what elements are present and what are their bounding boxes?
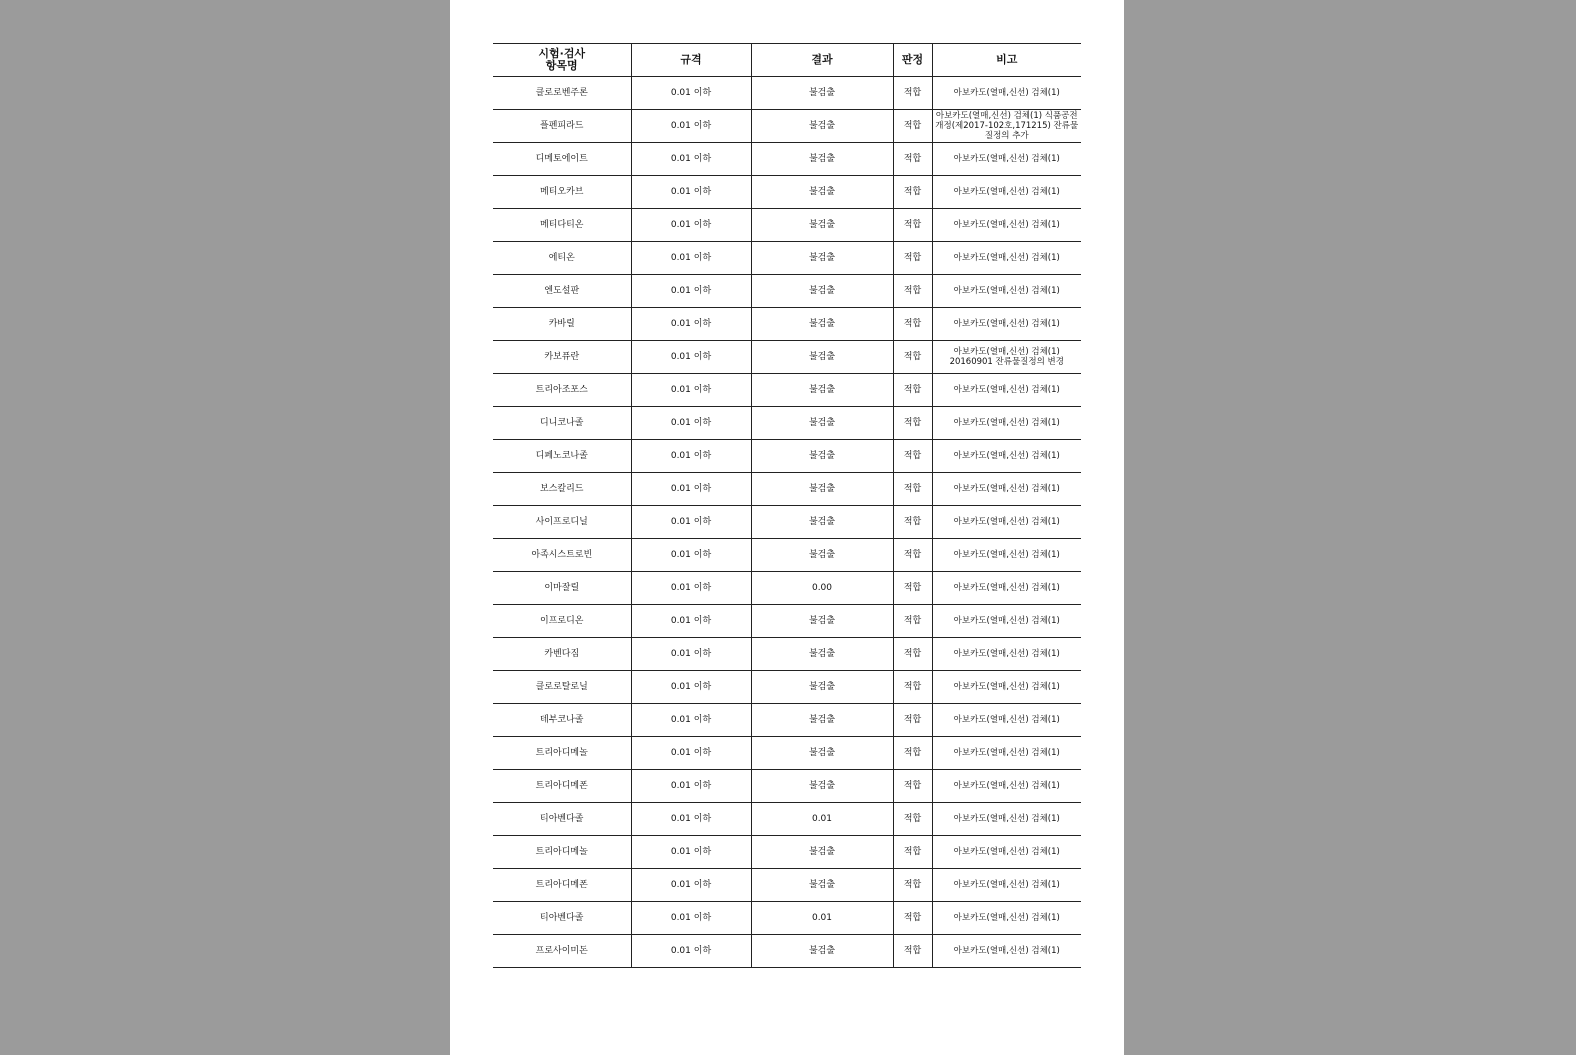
judgement-cell: 적합 bbox=[893, 704, 932, 737]
result-cell: 불검출 bbox=[751, 374, 893, 407]
table-row bbox=[493, 77, 1081, 110]
remark-cell: 아보카도(열매,신선) 검체(1) bbox=[932, 407, 1081, 440]
spec-cell: 0.01 이하 bbox=[631, 869, 751, 902]
header-remark: 비고 bbox=[932, 44, 1081, 77]
spec-cell: 0.01 이하 bbox=[631, 308, 751, 341]
spec-cell: 0.01 이하 bbox=[631, 341, 751, 374]
remark-cell: 아보카도(열매,신선) 검체(1) bbox=[932, 374, 1081, 407]
remark-cell: 아보카도(열매,신선) 검체(1) 20160901 잔류물질정의 변경 bbox=[932, 341, 1081, 374]
result-cell: 0.01 bbox=[751, 803, 893, 836]
spec-cell: 0.01 이하 bbox=[631, 77, 751, 110]
table-row bbox=[493, 803, 1081, 836]
table-row bbox=[493, 704, 1081, 737]
item-name-cell: 플펜피라드 bbox=[493, 110, 631, 143]
judgement-cell: 적합 bbox=[893, 737, 932, 770]
judgement-cell: 적합 bbox=[893, 440, 932, 473]
spec-cell: 0.01 이하 bbox=[631, 407, 751, 440]
result-cell: 불검출 bbox=[751, 935, 893, 968]
item-name-cell: 트리아디메폰 bbox=[493, 770, 631, 803]
item-name-cell: 이마잘릴 bbox=[493, 572, 631, 605]
item-name-cell: 트리아디메폰 bbox=[493, 869, 631, 902]
spec-cell: 0.01 이하 bbox=[631, 836, 751, 869]
judgement-cell: 적합 bbox=[893, 77, 932, 110]
item-name-cell: 디니코나졸 bbox=[493, 407, 631, 440]
judgement-cell: 적합 bbox=[893, 803, 932, 836]
result-cell: 불검출 bbox=[751, 770, 893, 803]
item-name-cell: 클로로탈로닐 bbox=[493, 671, 631, 704]
test-results-table bbox=[493, 43, 1081, 968]
item-name-cell: 사이프로디닐 bbox=[493, 506, 631, 539]
spec-cell: 0.01 이하 bbox=[631, 803, 751, 836]
remark-cell: 아보카도(열매,신선) 검체(1) bbox=[932, 209, 1081, 242]
item-name-cell: 에티온 bbox=[493, 242, 631, 275]
table-row bbox=[493, 506, 1081, 539]
judgement-cell: 적합 bbox=[893, 374, 932, 407]
spec-cell: 0.01 이하 bbox=[631, 242, 751, 275]
judgement-cell: 적합 bbox=[893, 110, 932, 143]
spec-cell: 0.01 이하 bbox=[631, 935, 751, 968]
judgement-cell: 적합 bbox=[893, 473, 932, 506]
remark-cell: 아보카도(열매,신선) 검체(1) 식품공전 개정(제2017-102호,171215) 잔류물질정의 추가 bbox=[932, 110, 1081, 143]
spec-cell: 0.01 이하 bbox=[631, 539, 751, 572]
judgement-cell: 적합 bbox=[893, 209, 932, 242]
result-cell: 불검출 bbox=[751, 308, 893, 341]
spec-cell: 0.01 이하 bbox=[631, 506, 751, 539]
item-name-cell: 트리아조포스 bbox=[493, 374, 631, 407]
result-cell: 0.00 bbox=[751, 572, 893, 605]
item-name-cell: 트리아디메놀 bbox=[493, 737, 631, 770]
result-cell: 불검출 bbox=[751, 143, 893, 176]
judgement-cell: 적합 bbox=[893, 935, 932, 968]
table-row bbox=[493, 275, 1081, 308]
table-row bbox=[493, 341, 1081, 374]
spec-cell: 0.01 이하 bbox=[631, 374, 751, 407]
judgement-cell: 적합 bbox=[893, 902, 932, 935]
result-cell: 불검출 bbox=[751, 407, 893, 440]
item-name-cell: 테부코나졸 bbox=[493, 704, 631, 737]
table-row bbox=[493, 407, 1081, 440]
remark-cell: 아보카도(열매,신선) 검체(1) bbox=[932, 671, 1081, 704]
table-row bbox=[493, 902, 1081, 935]
item-name-cell: 보스칼리드 bbox=[493, 473, 631, 506]
item-name-cell: 클로로벤주론 bbox=[493, 77, 631, 110]
table-row bbox=[493, 176, 1081, 209]
header-spec: 규격 bbox=[631, 44, 751, 77]
spec-cell: 0.01 이하 bbox=[631, 671, 751, 704]
remark-cell: 아보카도(열매,신선) 검체(1) bbox=[932, 77, 1081, 110]
spec-cell: 0.01 이하 bbox=[631, 275, 751, 308]
judgement-cell: 적합 bbox=[893, 638, 932, 671]
table-row bbox=[493, 572, 1081, 605]
spec-cell: 0.01 이하 bbox=[631, 638, 751, 671]
remark-cell: 아보카도(열매,신선) 검체(1) bbox=[932, 605, 1081, 638]
result-cell: 불검출 bbox=[751, 704, 893, 737]
judgement-cell: 적합 bbox=[893, 869, 932, 902]
result-cell: 불검출 bbox=[751, 77, 893, 110]
item-name-cell: 트리아디메놀 bbox=[493, 836, 631, 869]
spec-cell: 0.01 이하 bbox=[631, 143, 751, 176]
judgement-cell: 적합 bbox=[893, 341, 932, 374]
spec-cell: 0.01 이하 bbox=[631, 704, 751, 737]
result-cell: 불검출 bbox=[751, 869, 893, 902]
item-name-cell: 카바릴 bbox=[493, 308, 631, 341]
remark-cell: 아보카도(열매,신선) 검체(1) bbox=[932, 176, 1081, 209]
judgement-cell: 적합 bbox=[893, 539, 932, 572]
remark-cell: 아보카도(열매,신선) 검체(1) bbox=[932, 935, 1081, 968]
remark-cell: 아보카도(열매,신선) 검체(1) bbox=[932, 572, 1081, 605]
item-name-cell: 이프로디온 bbox=[493, 605, 631, 638]
remark-cell: 아보카도(열매,신선) 검체(1) bbox=[932, 473, 1081, 506]
spec-cell: 0.01 이하 bbox=[631, 473, 751, 506]
table-row bbox=[493, 836, 1081, 869]
judgement-cell: 적합 bbox=[893, 506, 932, 539]
table-row bbox=[493, 935, 1081, 968]
table-body bbox=[493, 77, 1081, 968]
table-row bbox=[493, 110, 1081, 143]
item-name-cell: 디메토에이트 bbox=[493, 143, 631, 176]
table-row bbox=[493, 308, 1081, 341]
item-name-cell: 카보퓨란 bbox=[493, 341, 631, 374]
table-row bbox=[493, 143, 1081, 176]
remark-cell: 아보카도(열매,신선) 검체(1) bbox=[932, 506, 1081, 539]
spec-cell: 0.01 이하 bbox=[631, 902, 751, 935]
table-row bbox=[493, 638, 1081, 671]
remark-cell: 아보카도(열매,신선) 검체(1) bbox=[932, 539, 1081, 572]
result-cell: 불검출 bbox=[751, 836, 893, 869]
judgement-cell: 적합 bbox=[893, 308, 932, 341]
item-name-cell: 프로사이미돈 bbox=[493, 935, 631, 968]
header-judgement: 판정 bbox=[893, 44, 932, 77]
remark-cell: 아보카도(열매,신선) 검체(1) bbox=[932, 803, 1081, 836]
judgement-cell: 적합 bbox=[893, 770, 932, 803]
judgement-cell: 적합 bbox=[893, 242, 932, 275]
remark-cell: 아보카도(열매,신선) 검체(1) bbox=[932, 638, 1081, 671]
spec-cell: 0.01 이하 bbox=[631, 209, 751, 242]
result-cell: 불검출 bbox=[751, 506, 893, 539]
spec-cell: 0.01 이하 bbox=[631, 737, 751, 770]
item-name-cell: 아족시스트로빈 bbox=[493, 539, 631, 572]
result-cell: 불검출 bbox=[751, 737, 893, 770]
result-cell: 불검출 bbox=[751, 209, 893, 242]
judgement-cell: 적합 bbox=[893, 836, 932, 869]
item-name-cell: 카벤다짐 bbox=[493, 638, 631, 671]
result-cell: 0.01 bbox=[751, 902, 893, 935]
result-cell: 불검출 bbox=[751, 671, 893, 704]
result-cell: 불검출 bbox=[751, 341, 893, 374]
judgement-cell: 적합 bbox=[893, 275, 932, 308]
judgement-cell: 적합 bbox=[893, 407, 932, 440]
spec-cell: 0.01 이하 bbox=[631, 605, 751, 638]
table-row bbox=[493, 440, 1081, 473]
table-row bbox=[493, 737, 1081, 770]
header-item-name: 시험·검사 항목명 bbox=[493, 44, 631, 77]
spec-cell: 0.01 이하 bbox=[631, 572, 751, 605]
result-cell: 불검출 bbox=[751, 242, 893, 275]
result-cell: 불검출 bbox=[751, 110, 893, 143]
table-row bbox=[493, 473, 1081, 506]
table-row bbox=[493, 770, 1081, 803]
item-name-cell: 엔도설판 bbox=[493, 275, 631, 308]
remark-cell: 아보카도(열매,신선) 검체(1) bbox=[932, 836, 1081, 869]
result-cell: 불검출 bbox=[751, 638, 893, 671]
spec-cell: 0.01 이하 bbox=[631, 110, 751, 143]
remark-cell: 아보카도(열매,신선) 검체(1) bbox=[932, 902, 1081, 935]
table-header-row bbox=[493, 44, 1081, 77]
remark-cell: 아보카도(열매,신선) 검체(1) bbox=[932, 275, 1081, 308]
table-row bbox=[493, 209, 1081, 242]
judgement-cell: 적합 bbox=[893, 605, 932, 638]
remark-cell: 아보카도(열매,신선) 검체(1) bbox=[932, 440, 1081, 473]
header-result: 결과 bbox=[751, 44, 893, 77]
remark-cell: 아보카도(열매,신선) 검체(1) bbox=[932, 242, 1081, 275]
table-row bbox=[493, 671, 1081, 704]
result-cell: 불검출 bbox=[751, 440, 893, 473]
judgement-cell: 적합 bbox=[893, 572, 932, 605]
item-name-cell: 티아벤다졸 bbox=[493, 803, 631, 836]
spec-cell: 0.01 이하 bbox=[631, 770, 751, 803]
remark-cell: 아보카도(열매,신선) 검체(1) bbox=[932, 737, 1081, 770]
result-cell: 불검출 bbox=[751, 605, 893, 638]
result-cell: 불검출 bbox=[751, 176, 893, 209]
item-name-cell: 티아벤다졸 bbox=[493, 902, 631, 935]
item-name-cell: 메티오카브 bbox=[493, 176, 631, 209]
judgement-cell: 적합 bbox=[893, 671, 932, 704]
table-row bbox=[493, 242, 1081, 275]
result-cell: 불검출 bbox=[751, 275, 893, 308]
item-name-cell: 디페노코나졸 bbox=[493, 440, 631, 473]
result-cell: 불검출 bbox=[751, 473, 893, 506]
remark-cell: 아보카도(열매,신선) 검체(1) bbox=[932, 704, 1081, 737]
table-row bbox=[493, 605, 1081, 638]
remark-cell: 아보카도(열매,신선) 검체(1) bbox=[932, 869, 1081, 902]
result-cell: 불검출 bbox=[751, 539, 893, 572]
spec-cell: 0.01 이하 bbox=[631, 440, 751, 473]
table-row bbox=[493, 374, 1081, 407]
item-name-cell: 메티다티온 bbox=[493, 209, 631, 242]
table-row bbox=[493, 869, 1081, 902]
spec-cell: 0.01 이하 bbox=[631, 176, 751, 209]
judgement-cell: 적합 bbox=[893, 143, 932, 176]
table-row bbox=[493, 539, 1081, 572]
remark-cell: 아보카도(열매,신선) 검체(1) bbox=[932, 308, 1081, 341]
remark-cell: 아보카도(열매,신선) 검체(1) bbox=[932, 770, 1081, 803]
document-page bbox=[450, 0, 1124, 1055]
remark-cell: 아보카도(열매,신선) 검체(1) bbox=[932, 143, 1081, 176]
judgement-cell: 적합 bbox=[893, 176, 932, 209]
